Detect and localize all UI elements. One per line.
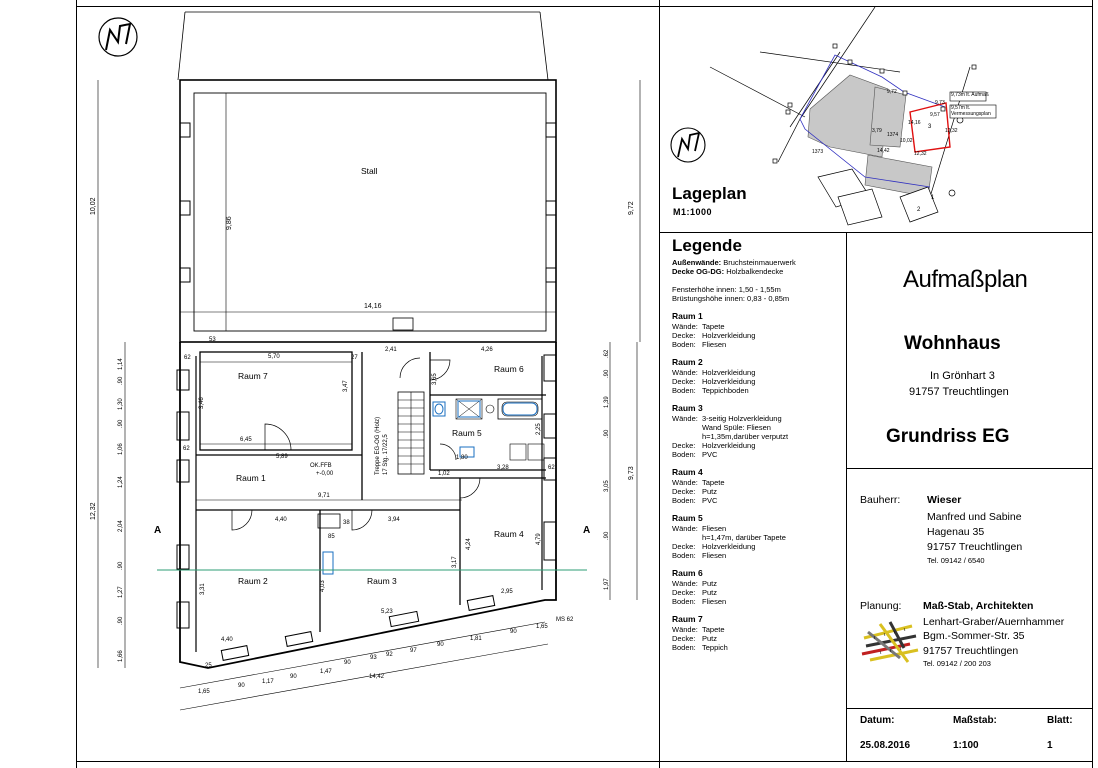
- bauherr-tel: Tel. 09142 / 6540: [927, 556, 985, 565]
- legend-room-row: [672, 414, 842, 423]
- legend-room-title: Raum 7: [672, 614, 703, 624]
- dim-102: 1,02: [438, 471, 450, 477]
- legend-row-key: Boden:: [672, 340, 696, 349]
- lageplan-title: Lageplan: [672, 184, 747, 203]
- legend-room-row: [672, 432, 842, 441]
- legend-room-row: [672, 625, 842, 634]
- datum-label: Datum:: [860, 715, 895, 726]
- planung-line-1: Lenhart-Graber/Auernhammer: [923, 616, 1065, 628]
- legend-row-value: Holzverkleidung: [702, 368, 756, 377]
- bauherr-line-1: Manfred und Sabine: [927, 511, 1022, 523]
- blatt-label: Blatt:: [1047, 715, 1073, 726]
- legend-row-value: Teppichboden: [702, 386, 749, 395]
- legend-row-key: Decke:: [672, 542, 696, 551]
- dim-right-chain-0: .62: [604, 349, 610, 358]
- dim-left-chain-3: .90: [118, 419, 124, 428]
- dim-left-chain-0: 1,14: [118, 358, 124, 370]
- legend-room-row: [672, 478, 842, 487]
- legend-row-value: Fliesen: [702, 551, 727, 560]
- legend-row-key: Decke:: [672, 377, 696, 386]
- dim-left-chain-4: 1,06: [118, 443, 124, 455]
- dim-38: 38: [343, 520, 350, 526]
- dim-bottom-165: 1,65: [198, 689, 210, 695]
- architect-logo-icon: [860, 618, 920, 666]
- dim-589: 5,89: [276, 454, 288, 460]
- lageplan-parcel-2: 2: [917, 207, 921, 213]
- dim-bottom-90b: 90: [290, 674, 297, 680]
- dim-394: 3,94: [388, 517, 400, 523]
- planung-name: Maß-Stab, Architekten: [923, 600, 1034, 612]
- legend-room-title: Raum 3: [672, 403, 703, 413]
- legend-room-title: Raum 6: [672, 568, 703, 578]
- dim-bottom-90a: 90: [238, 683, 245, 689]
- room-label-raum2: Raum 2: [238, 576, 268, 586]
- lageplan-dim-1442: 14,42: [877, 148, 890, 154]
- dim-bottom-147: 1,47: [320, 669, 332, 675]
- dim-right-chain-2: 1,39: [604, 396, 610, 408]
- dim-right-chain-1: .90: [604, 369, 610, 378]
- section-marker-right: A: [583, 525, 591, 536]
- stair-text-1: Treppe EG-OG (Holz): [375, 416, 381, 475]
- dim-bottom-181: 1,81: [470, 636, 482, 642]
- dim-85: 85: [328, 534, 335, 540]
- legend-decke: [672, 267, 842, 276]
- legend-room-7: [672, 614, 842, 652]
- dim-bottom-117: 1,17: [262, 679, 274, 685]
- room-label-raum6: Raum 6: [494, 364, 524, 374]
- legend-room-6: [672, 568, 842, 606]
- legend-row-key: [672, 533, 702, 542]
- lageplan-parcel-1373: 1373: [812, 149, 824, 155]
- lageplan-vermessung-label: 9,57m lt. Vermessungsplan: [951, 105, 991, 117]
- dim-27: 27: [351, 355, 358, 361]
- legend-row-value: Putz: [702, 634, 718, 643]
- lageplan-parcel-1374: 1374: [887, 132, 899, 138]
- dim-right-chain-3: .90: [604, 429, 610, 438]
- legend-row-key: Boden:: [672, 386, 696, 395]
- lageplan-dim-957: 9,57: [930, 112, 940, 118]
- planung-tel: Tel. 09142 / 200 203: [923, 659, 991, 668]
- dim-180: 1,80: [456, 455, 468, 461]
- legend-row-key: Wände:: [672, 368, 698, 377]
- legend-aussen: [672, 258, 842, 267]
- legend-row-value: Putz: [702, 487, 718, 496]
- dim-bottom-90d: 90: [437, 642, 444, 648]
- lageplan-dim-1232b: 12,32: [914, 151, 927, 157]
- legend-room-row: [672, 533, 842, 542]
- dim-346: 3,46: [199, 397, 205, 409]
- legend-row-key: Decke:: [672, 588, 696, 597]
- legend-row-value: Holzverkleidung: [702, 441, 756, 450]
- legend-room-4: [672, 467, 842, 505]
- dim-62b: 62: [183, 446, 190, 452]
- dim-440a: 4,40: [275, 517, 287, 523]
- legend-fenster: Fensterhöhe innen: 1,50 - 1,55m: [672, 285, 781, 294]
- dim-403: 4,03: [320, 580, 326, 592]
- address-line-1: In Grönhart 3: [930, 370, 995, 382]
- dim-left-chain-7: .90: [118, 561, 124, 570]
- dim-left-chain-2: 1,30: [118, 398, 124, 410]
- dim-right-chain-6: 1,97: [604, 578, 610, 590]
- dim-426: 4,26: [481, 347, 493, 353]
- room-label-raum4: Raum 4: [494, 529, 524, 539]
- dim-53: 53: [209, 337, 216, 343]
- legend-divider-line: [846, 232, 847, 762]
- legend-room-row: [672, 643, 842, 652]
- address-line-2: 91757 Treuchtlingen: [909, 386, 1009, 398]
- legend-row-key: Decke:: [672, 634, 696, 643]
- dim-645: 6,45: [240, 437, 252, 443]
- lageplan-parcel-1: 1: [931, 195, 935, 201]
- room-label-raum7: Raum 7: [238, 371, 268, 381]
- legend-row-value: h=1,47m, darüber Tapete: [702, 533, 786, 542]
- lageplan-dim-972: 9,72: [887, 89, 897, 95]
- legend-room-row: [672, 634, 842, 643]
- legend-aussen-val: Bruchsteinmauerwerk: [723, 258, 796, 267]
- dim-bottom-165b: 1,65: [536, 624, 548, 630]
- dim-25: 25: [205, 663, 212, 669]
- dim-total-height-right: 9,72: [628, 201, 635, 215]
- dim-left-chain-10: 1,66: [118, 650, 124, 662]
- lageplan-aufmass-label: 9,73m lt. Aufmaß: [951, 92, 989, 98]
- legend-row-value: Holzverkleidung: [702, 331, 756, 340]
- legend-row-value: Holzverkleidung: [702, 377, 756, 386]
- titleblock-divider-1: [846, 468, 1093, 469]
- legend-room-5: [672, 513, 842, 560]
- legend-aussen-key: Außenwände:: [672, 258, 722, 267]
- legend-room-row: [672, 368, 842, 377]
- dim-bottom-90e: 90: [510, 629, 517, 635]
- dim-bottom-93: 93: [370, 655, 377, 661]
- dim-62c: 62: [548, 465, 555, 471]
- section-marker-left: A: [154, 525, 162, 536]
- legend-room-row: [672, 524, 842, 533]
- legend-room-title: Raum 2: [672, 357, 703, 367]
- dim-left-chain-6: 2,04: [118, 520, 124, 532]
- dim-62a: 62: [184, 355, 191, 361]
- grundriss-title: Grundriss EG: [886, 426, 1010, 447]
- legend-panel: [672, 236, 842, 652]
- lageplan-dim-379: 3,79: [872, 128, 882, 134]
- stair-text-2: 17 Stg. 17/22,5: [383, 434, 389, 475]
- dim-right-lower-total: 9,73: [628, 466, 635, 480]
- legend-row-key: Wände:: [672, 579, 698, 588]
- legend-room-row: [672, 487, 842, 496]
- dim-241: 2,41: [385, 347, 397, 353]
- planung-label: Planung:: [860, 600, 902, 612]
- legend-room-2: [672, 357, 842, 395]
- legend-room-row: [672, 551, 842, 560]
- bauherr-label: Bauherr:: [860, 494, 901, 506]
- dim-328: 3,28: [497, 465, 509, 471]
- legend-row-value: Fliesen: [702, 597, 727, 606]
- legend-row-key: [672, 432, 702, 441]
- level-okffb: OK.FFB: [310, 463, 332, 469]
- legend-row-value: Tapete: [702, 625, 725, 634]
- level-okffb-value: +-0,00: [316, 471, 334, 477]
- dim-bottom-90c: 90: [344, 660, 351, 666]
- datum-value: 25.08.2016: [860, 740, 911, 751]
- lageplan-scale: M1:1000: [673, 207, 713, 217]
- legend-row-value: Putz: [702, 579, 718, 588]
- stair-label: [374, 417, 390, 475]
- dim-left-chain-8: 1,27: [118, 586, 124, 598]
- dim-stall-width: 14,16: [364, 303, 382, 310]
- planung-line-2: Bgm.-Sommer-Str. 35: [923, 630, 1025, 642]
- dim-right-chain-4: 3,05: [604, 480, 610, 492]
- bauherr-name: Wieser: [927, 494, 962, 506]
- legend-row-value: PVC: [702, 450, 718, 459]
- legend-row-key: Boden:: [672, 496, 696, 505]
- legend-row-key: Wände:: [672, 524, 698, 533]
- legend-title: Legende: [672, 236, 742, 255]
- planung-line-3: 91757 Treuchtlingen: [923, 645, 1019, 657]
- legend-decke-val: Holzbalkendecke: [726, 267, 784, 276]
- dim-971: 9,71: [318, 493, 330, 499]
- legend-row-key: Boden:: [672, 597, 696, 606]
- legend-row-key: Boden:: [672, 551, 696, 560]
- legend-room-row: [672, 496, 842, 505]
- wohnhaus-title: Wohnhaus: [904, 333, 1001, 354]
- dim-left-chain-1: .90: [118, 376, 124, 385]
- dim-479: 4,79: [536, 533, 542, 545]
- dim-stall-inner-height: 9,86: [226, 216, 233, 230]
- lageplan-dim-1232: 12,32: [945, 128, 958, 134]
- legend-bruestung: Brüstungshöhe innen: 0,83 - 0,85m: [672, 294, 790, 303]
- legend-room-title: Raum 5: [672, 513, 703, 523]
- room-label-raum5: Raum 5: [452, 428, 482, 438]
- legend-row-value: Teppich: [702, 643, 728, 652]
- dim-424: 4,24: [466, 538, 472, 550]
- dim-295: 2,95: [501, 589, 513, 595]
- legend-row-value: Tapete: [702, 322, 725, 331]
- legend-room-row: [672, 579, 842, 588]
- legend-room-row: [672, 322, 842, 331]
- legend-room-row: [672, 597, 842, 606]
- dim-523: 5,23: [381, 609, 393, 615]
- legend-row-key: Wände:: [672, 414, 698, 423]
- bauherr-line-2: Hagenau 35: [927, 526, 985, 538]
- legend-row-value: Tapete: [702, 478, 725, 487]
- massstab-value: 1:100: [953, 740, 979, 751]
- lageplan-dim-1416: 14,16: [908, 120, 921, 126]
- legend-room-row: [672, 450, 842, 459]
- dim-440b: 4,40: [221, 637, 233, 643]
- lageplan-north-arrow-icon: [671, 128, 705, 162]
- massstab-label: Maßstab:: [953, 715, 997, 726]
- dim-left-chain-5: 1,24: [118, 476, 124, 488]
- legend-row-value: Putz: [702, 588, 718, 597]
- legend-room-row: [672, 377, 842, 386]
- aufmassplan-title: Aufmaßplan: [903, 266, 1028, 293]
- dim-331: 3,31: [200, 583, 206, 595]
- legend-row-key: Decke:: [672, 441, 696, 450]
- lageplan-bottom-line: [659, 232, 1093, 233]
- dim-left-chain-9: .90: [118, 616, 124, 625]
- legend-room-row: [672, 331, 842, 340]
- legend-row-value: Fliesen: [702, 340, 727, 349]
- legend-room-title: Raum 1: [672, 311, 703, 321]
- legend-room-1: [672, 311, 842, 349]
- dim-bottom-92: 92: [386, 652, 393, 658]
- bauherr-line-3: 91757 Treuchtlingen: [927, 541, 1023, 553]
- legend-room-row: [672, 588, 842, 597]
- dim-365: 3,65: [432, 373, 438, 385]
- legend-row-key: Boden:: [672, 643, 696, 652]
- legend-room-title: Raum 4: [672, 467, 703, 477]
- dim-1442: 14,42: [369, 674, 385, 680]
- legend-row-value: PVC: [702, 496, 718, 505]
- dim-bottom-97: 97: [410, 648, 417, 654]
- legend-row-key: [672, 423, 702, 432]
- lageplan-dim-1002: 10,02: [900, 138, 913, 144]
- legend-row-value: 3-seitig Holzverkleidung: [702, 414, 782, 423]
- legend-room-list: [672, 311, 842, 652]
- blatt-value: 1: [1047, 740, 1053, 751]
- legend-row-value: Fliesen: [702, 524, 727, 533]
- legend-room-row: [672, 542, 842, 551]
- dim-347: 3,47: [343, 380, 349, 392]
- legend-room-row: [672, 386, 842, 395]
- dim-right-chain-5: .90: [604, 531, 610, 540]
- north-arrow-icon: [99, 18, 137, 56]
- legend-row-key: Wände:: [672, 625, 698, 634]
- room-label-raum3: Raum 3: [367, 576, 397, 586]
- legend-decke-key: Decke OG-DG:: [672, 267, 725, 276]
- frame-right-line: [1092, 0, 1093, 768]
- legend-room-row: [672, 441, 842, 450]
- stall-label: Stall: [361, 166, 378, 176]
- titleblock-divider-2: [846, 708, 1093, 709]
- dim-570: 5,70: [268, 354, 280, 360]
- dim-total-height-left: 10,02: [90, 197, 97, 215]
- legend-row-key: Decke:: [672, 487, 696, 496]
- lageplan-parcel-3: 3: [928, 124, 932, 130]
- legend-room-row: [672, 423, 842, 432]
- legend-row-key: Wände:: [672, 322, 698, 331]
- legend-row-key: Wände:: [672, 478, 698, 487]
- legend-row-value: Holzverkleidung: [702, 542, 756, 551]
- legend-row-key: Decke:: [672, 331, 696, 340]
- dim-ms62: MS 62: [556, 617, 574, 623]
- legend-room-row: [672, 340, 842, 349]
- legend-row-value: Wand Spüle: Fliesen: [702, 423, 771, 432]
- dim-left-lower-total: 12,32: [90, 502, 97, 520]
- legend-row-key: Boden:: [672, 450, 696, 459]
- room-label-raum1: Raum 1: [236, 473, 266, 483]
- lageplan-dim-973: 9,73: [935, 100, 945, 106]
- legend-room-3: [672, 403, 842, 459]
- dim-225: 2,25: [536, 423, 542, 435]
- legend-row-value: h=1,35m,darüber verputzt: [702, 432, 789, 441]
- dim-317: 3,17: [452, 556, 458, 568]
